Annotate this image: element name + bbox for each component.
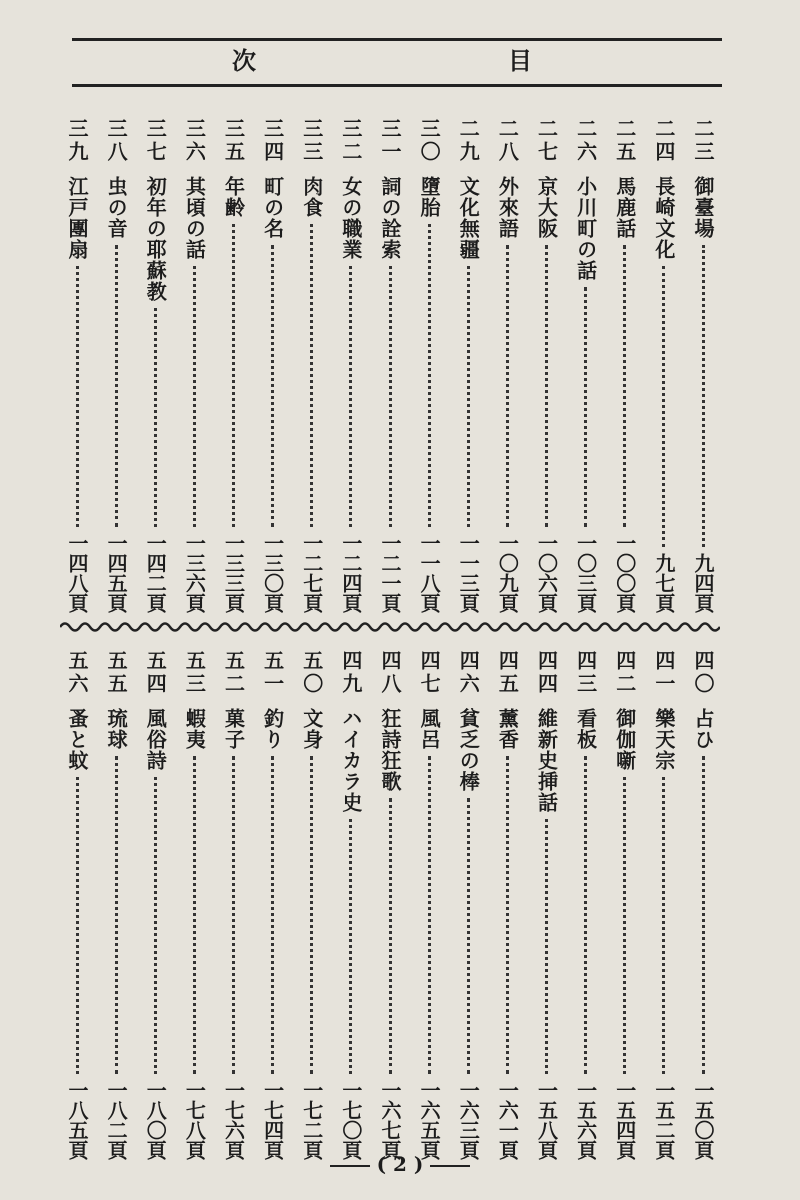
entry-title: 其頃の話 (182, 176, 207, 260)
toc-entry (645, 650, 683, 1160)
entry-title: 占ひ (691, 708, 715, 750)
top-rule (72, 38, 722, 41)
dot-leader (76, 777, 79, 1074)
dot-leader (115, 756, 118, 1074)
entry-title: 文身 (299, 708, 324, 750)
entry-number: 四八 (378, 650, 402, 696)
entry-title: 薰香 (495, 708, 520, 750)
toc-entry (567, 650, 605, 1160)
entry-number: 二三 (691, 118, 715, 164)
toc-entry (175, 650, 213, 1160)
dot-leader (623, 777, 626, 1074)
dot-leader (193, 266, 196, 527)
toc-entry (567, 118, 605, 613)
dot-leader (310, 224, 313, 527)
entry-page: 一八二頁 (104, 1080, 129, 1160)
dot-leader (232, 756, 235, 1074)
entry-title: 御臺場 (691, 176, 715, 239)
wavy-divider (60, 618, 720, 636)
entry-number: 三一 (378, 118, 402, 164)
entry-title: 琉球 (104, 708, 129, 750)
entry-page: 一七四頁 (260, 1080, 285, 1160)
entry-title: 蚤と蚊 (65, 708, 89, 771)
entry-number: 三〇 (417, 118, 442, 164)
entry-page: 一〇六頁 (534, 533, 559, 613)
entry-title: 年齢 (221, 176, 246, 218)
toc-entry (293, 118, 331, 613)
entry-page: 一六五頁 (417, 1080, 442, 1160)
entry-page: 一三〇頁 (260, 533, 285, 613)
toc-entry (449, 650, 487, 1160)
entry-page: 一三三頁 (221, 533, 246, 613)
entry-page: 一五八頁 (534, 1080, 559, 1160)
entry-number: 四三 (573, 650, 598, 696)
header-rule (72, 84, 722, 87)
entry-page: 一八五頁 (65, 1080, 89, 1160)
entry-title: 女の職業 (338, 176, 363, 260)
toc-entry (136, 118, 174, 613)
entry-title: 長崎文化 (651, 176, 676, 260)
entry-page: 一五六頁 (573, 1080, 598, 1160)
dot-leader (271, 756, 274, 1074)
dot-leader (662, 266, 665, 547)
toc-entry (410, 650, 448, 1160)
entry-page: 一七六頁 (221, 1080, 246, 1160)
entry-title: 蝦夷 (182, 708, 207, 750)
entry-page: 一一三頁 (456, 533, 481, 613)
toc-entry (215, 118, 253, 613)
entry-title: 町の名 (260, 176, 285, 239)
entry-page: 九四頁 (691, 553, 715, 613)
dot-leader (506, 756, 509, 1074)
toc-entry (528, 118, 566, 613)
dot-leader (428, 756, 431, 1074)
dot-leader (506, 245, 509, 527)
entry-page: 一〇九頁 (495, 533, 520, 613)
toc-entry (606, 118, 644, 613)
toc-entry (136, 650, 174, 1160)
entry-title: 御伽噺 (612, 708, 637, 771)
entry-title: 貧乏の棒 (456, 708, 481, 792)
entry-page: 一〇〇頁 (612, 533, 637, 613)
toc-entry (488, 118, 526, 613)
entry-page: 一七二頁 (299, 1080, 324, 1160)
entry-number: 五二 (221, 650, 246, 696)
toc-entry (606, 650, 644, 1160)
entry-title: 詞の詮索 (378, 176, 402, 260)
entry-title: ハイカラ史 (338, 708, 363, 813)
toc-entry (449, 118, 487, 613)
toc-entry (332, 118, 370, 613)
entry-number: 五五 (104, 650, 129, 696)
dot-leader (349, 266, 352, 527)
entry-page: 一六三頁 (456, 1080, 481, 1160)
entry-title: 樂天宗 (651, 708, 676, 771)
entry-number: 三五 (221, 118, 246, 164)
entry-number: 四一 (651, 650, 676, 696)
entry-number: 二五 (612, 118, 637, 164)
toc-entry (58, 118, 96, 613)
entry-page: 一四二頁 (143, 533, 168, 613)
entry-page: 一五四頁 (612, 1080, 637, 1160)
toc-entry (684, 118, 722, 613)
dot-leader (310, 756, 313, 1074)
dot-leader (76, 266, 79, 527)
entry-page: 一二四頁 (338, 533, 363, 613)
dot-leader (389, 266, 392, 527)
entry-page: 一二七頁 (299, 533, 324, 613)
entry-title: 肉食 (299, 176, 324, 218)
entry-number: 二六 (573, 118, 598, 164)
toc-entry (97, 118, 135, 613)
toc-entry (645, 118, 683, 613)
entry-title: 京大阪 (534, 176, 559, 239)
dot-leader (193, 756, 196, 1074)
entry-title: 虫の音 (104, 176, 129, 239)
entry-title: 狂詩狂歌 (378, 708, 402, 792)
header-char-left: 次 (232, 46, 256, 75)
entry-page: 一四五頁 (104, 533, 129, 613)
entry-number: 二九 (456, 118, 481, 164)
dot-leader (389, 798, 392, 1074)
toc-entry (410, 118, 448, 613)
entry-number: 四九 (338, 650, 363, 696)
entry-number: 四六 (456, 650, 481, 696)
dot-leader (154, 777, 157, 1074)
entry-page: 一六一頁 (495, 1080, 520, 1160)
entry-number: 四二 (612, 650, 637, 696)
entry-title: 文化無疆 (456, 176, 481, 260)
dot-leader (545, 245, 548, 527)
entry-page: 一七八頁 (182, 1080, 207, 1160)
dot-leader (702, 245, 705, 547)
toc-entry (58, 650, 96, 1160)
entry-number: 四五 (495, 650, 520, 696)
entry-number: 二四 (651, 118, 676, 164)
entry-title: 外來語 (495, 176, 520, 239)
entry-title: 馬鹿話 (612, 176, 637, 239)
entry-page: 一五二頁 (651, 1080, 676, 1160)
entry-title: 墮胎 (417, 176, 442, 218)
entry-page: 一一八頁 (417, 533, 442, 613)
dot-leader (545, 819, 548, 1074)
toc-entry (97, 650, 135, 1160)
dot-leader (232, 224, 235, 527)
toc-section-1 (58, 118, 722, 613)
toc-entry (528, 650, 566, 1160)
footer-dash-left (330, 1165, 370, 1167)
entry-title: 江戸團扇 (65, 176, 89, 260)
entry-title: 釣り (260, 708, 285, 750)
entry-page: 一五〇頁 (691, 1080, 715, 1160)
toc-entry (175, 118, 213, 613)
entry-page: 一三六頁 (182, 533, 207, 613)
page-number: 2 (393, 1152, 407, 1176)
toc-entry (371, 118, 409, 613)
entry-title: 看板 (573, 708, 598, 750)
entry-number: 三七 (143, 118, 168, 164)
entry-number: 三六 (182, 118, 207, 164)
entry-number: 三四 (260, 118, 285, 164)
entry-page: 一八〇頁 (143, 1080, 168, 1160)
dot-leader (623, 245, 626, 527)
entry-page: 一二一頁 (378, 533, 402, 613)
footer-paren-open: ( (376, 1152, 387, 1176)
entry-title: 小川町の話 (573, 176, 598, 281)
page-footer (0, 1152, 800, 1176)
entry-page: 一七〇頁 (338, 1080, 363, 1160)
footer-paren-close: ) (413, 1152, 424, 1176)
toc-entry (215, 650, 253, 1160)
toc-entry (332, 650, 370, 1160)
dot-leader (662, 777, 665, 1074)
entry-number: 二八 (495, 118, 520, 164)
entry-page: 一六七頁 (378, 1080, 402, 1160)
entry-number: 四七 (417, 650, 442, 696)
dot-leader (154, 308, 157, 527)
header-char-right: 目 (508, 46, 532, 75)
entry-number: 五六 (65, 650, 89, 696)
dot-leader (702, 756, 705, 1074)
dot-leader (467, 266, 470, 527)
dot-leader (584, 287, 587, 527)
dot-leader (584, 756, 587, 1074)
toc-section-2 (58, 650, 722, 1160)
toc-entry (254, 118, 292, 613)
entry-page: 九七頁 (651, 553, 676, 613)
entry-number: 三三 (299, 118, 324, 164)
entry-page: 一〇三頁 (573, 533, 598, 613)
entry-number: 三二 (338, 118, 363, 164)
entry-number: 三八 (104, 118, 129, 164)
entry-title: 維新史挿話 (534, 708, 559, 813)
entry-number: 五一 (260, 650, 285, 696)
entry-title: 風呂 (417, 708, 442, 750)
toc-entry (488, 650, 526, 1160)
entry-number: 四〇 (691, 650, 715, 696)
entry-page: 一四八頁 (65, 533, 89, 613)
entry-title: 菓子 (221, 708, 246, 750)
toc-entry (684, 650, 722, 1160)
dot-leader (349, 819, 352, 1074)
entry-title: 初年の耶蘇教 (143, 176, 168, 302)
entry-title: 風俗詩 (143, 708, 168, 771)
dot-leader (428, 224, 431, 527)
entry-number: 四四 (534, 650, 559, 696)
toc-entry (293, 650, 331, 1160)
toc-entry (371, 650, 409, 1160)
footer-dash-right (430, 1165, 470, 1167)
dot-leader (467, 798, 470, 1074)
dot-leader (115, 245, 118, 527)
entry-number: 五四 (143, 650, 168, 696)
toc-entry (254, 650, 292, 1160)
entry-number: 三九 (65, 118, 89, 164)
dot-leader (271, 245, 274, 527)
entry-number: 二七 (534, 118, 559, 164)
entry-number: 五〇 (299, 650, 324, 696)
entry-number: 五三 (182, 650, 207, 696)
